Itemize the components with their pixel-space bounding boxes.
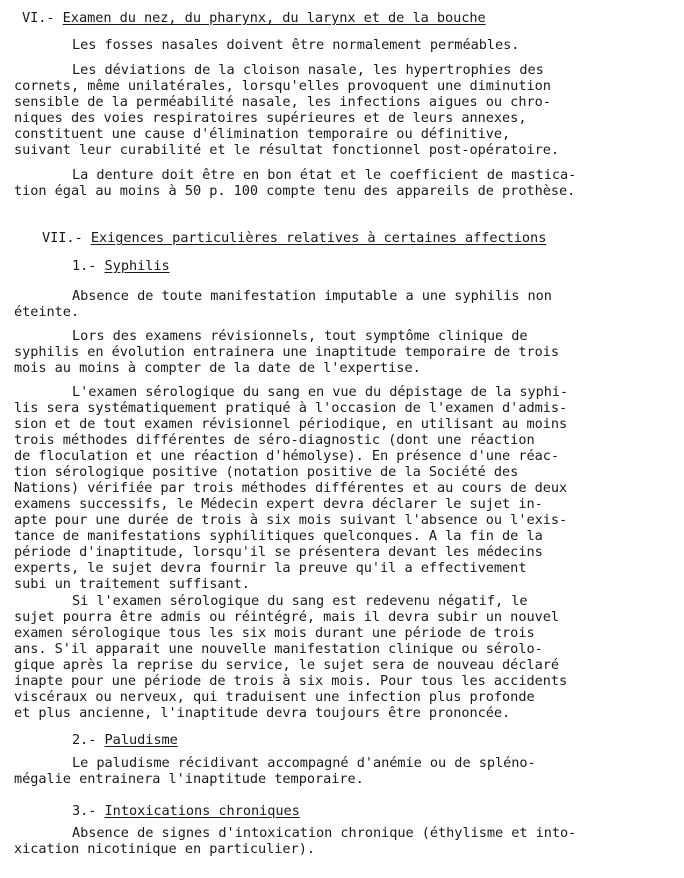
section-6-p2-line-5: constituent une cause d'élimination temporaire ou définitive, [14,126,511,142]
paludisme-number: 2.- [72,732,105,748]
section-7-title: Exigences particulières relatives à certaines affections [90,230,547,246]
syphilis-p4-line-5: gique après la reprise du service, le sujet sera de nouveau déclaré [14,657,559,673]
section-6-p2-line-6: suivant leur curabilité et le résultat fonctionnel post-opératoire. [14,142,559,158]
syphilis-p4-line-3: examen sérologique tous les six mois durant une période de trois [14,625,535,641]
intoxications-p1-line-2: xication nicotinique en particulier). [14,841,315,857]
section-7-number: VII.- [42,230,91,246]
section-6-heading [22,11,486,26]
syphilis-p3-line-4: trois méthodes différentes de séro-diagnostic (dont une réaction [14,432,535,448]
syphilis-heading [72,259,170,274]
section-6-p2-line-3: sensible de la perméabilité nasale, les infections aigues ou chro- [14,94,551,110]
syphilis-p4-line-7: viscéraux ou nerveux, qui traduisent une infection plus profonde [14,689,535,705]
paludisme-title: Paludisme [104,732,178,748]
intoxications-title: Intoxications chroniques [104,803,300,819]
section-6-title: Examen du nez, du pharynx, du larynx et de la bouche [62,10,486,26]
paludisme-heading [72,733,178,748]
syphilis-p3-line-8: examens successifs, le Médecin expert devra déclarer le sujet in- [14,496,543,512]
section-6-p2-line-4: niques des voies respiratoires supérieures et de leurs annexes, [14,110,527,126]
syphilis-number: 1.- [72,258,105,274]
syphilis-p3-line-6: tion sérologique positive (notation positive de la Société des [14,464,519,480]
syphilis-title: Syphilis [104,258,170,274]
section-6-p3-line-2: tion égal au moins à 50 p. 100 compte tenu des appareils de prothèse. [14,183,576,199]
syphilis-p3-line-1: L'examen sérologique du sang en vue du dépistage de la syphi- [72,384,569,400]
syphilis-p4-line-6: inapte pour une période de trois à six mois. Pour tous les accidents [14,673,568,689]
syphilis-p2-line-3: mois au moins à compter de la date de l'expertise. [14,360,421,376]
syphilis-p1-line-1: Absence de toute manifestation imputable a une syphilis non [72,288,552,304]
syphilis-p3-line-7: Nations) vérifiée par trois méthodes différentes et au cours de deux [14,480,568,496]
intoxications-number: 3.- [72,803,105,819]
section-6-p2-line-2: cornets, même unilatérales, lorsqu'elles provoquent une diminution [14,78,551,94]
syphilis-p3-line-2: lis sera systématiquement pratiqué à l'occasion de l'examen d'admis- [14,400,568,416]
paludisme-p1-line-1: Le paludisme récidivant accompagné d'anémie ou de spléno- [72,755,536,771]
section-6-number: VI.- [22,10,63,26]
syphilis-p4-line-8: et plus ancienne, l'inaptitude devra toujours être prononcée. [14,705,511,721]
syphilis-p2-line-1: Lors des examens révisionnels, tout symptôme clinique de [72,328,528,344]
syphilis-p2-line-2: syphilis en évolution entrainera une inaptitude temporaire de trois [14,344,559,360]
section-6-p2-line-1: Les déviations de la cloison nasale, les hypertrophies des [72,62,544,78]
syphilis-p3-line-12: experts, le sujet devra fournir la preuve qu'il a effectivement [14,560,527,576]
syphilis-p4-line-1: Si l'examen sérologique du sang est redevenu négatif, le [72,593,528,609]
section-6-p1-line-1: Les fosses nasales doivent être normalement perméables. [72,37,520,53]
section-6-p3-line-1: La denture doit être en bon état et le coefficient de mastica- [72,167,577,183]
paludisme-p1-line-2: mégalie entrainera l'inaptitude temporaire. [14,771,364,787]
syphilis-p1-line-2: éteinte. [14,304,80,320]
syphilis-p3-line-11: période d'inaptitude, lorsqu'il se présentera devant les médecins [14,544,543,560]
syphilis-p3-line-10: tance de manifestations syphilitiques quelconques. A la fin de la [14,528,543,544]
syphilis-p4-line-2: sujet pourra être admis ou réintégré, mais il devra subir un nouvel [14,609,559,625]
section-7-heading [42,231,546,246]
syphilis-p3-line-13: subi un traitement suffisant. [14,576,250,592]
intoxications-heading [72,804,300,819]
intoxications-p1-line-1: Absence de signes d'intoxication chronique (éthylisme et into- [72,825,577,841]
syphilis-p3-line-5: de floculation et une réaction d'hémolyse). En présence d'une réac- [14,448,559,464]
syphilis-p4-line-4: ans. S'il apparait une nouvelle manifestation clinique ou sérolo- [14,641,543,657]
syphilis-p3-line-9: apte pour une durée de trois à six mois suivant l'absence ou l'exis- [14,512,568,528]
syphilis-p3-line-3: sion et de tout examen révisionnel périodique, en utilisant au moins [14,416,568,432]
